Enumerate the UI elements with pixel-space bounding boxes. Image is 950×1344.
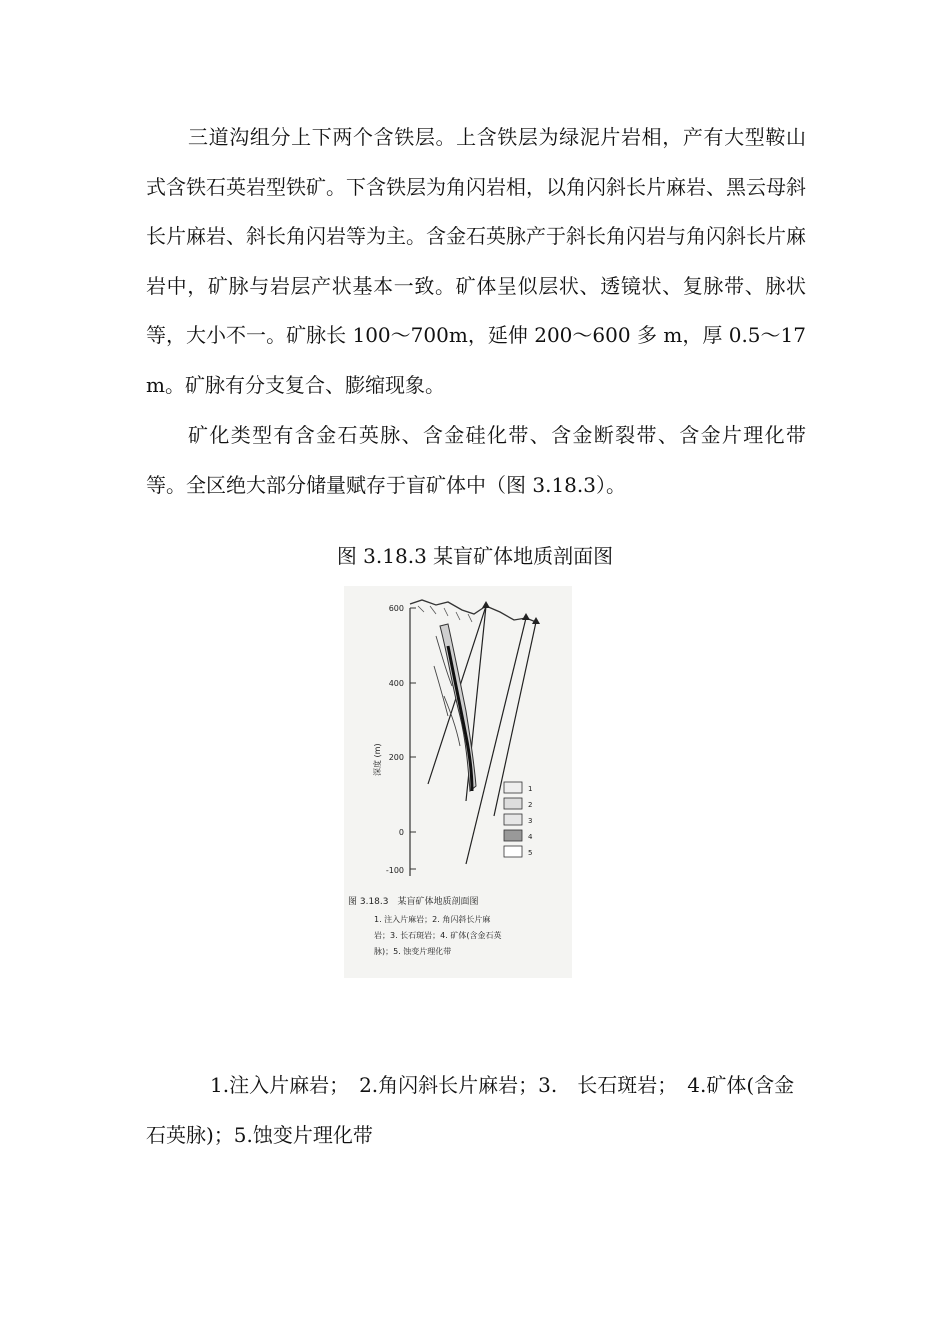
legend [504, 782, 533, 857]
inner-caption-line: 岩；3. 长石斑岩；4. 矿体(含金石英 [374, 931, 502, 940]
geologic-section-figure [344, 586, 572, 978]
legend-number: 4 [528, 833, 533, 841]
tick-label: 200 [388, 753, 404, 762]
paragraph-iron-layers: 三道沟组分上下两个含铁层。上含铁层为绿泥片岩相，产有大型鞍山式含铁石英岩型铁矿。下含铁层为角闪岩相，以角闪斜长片麻岩、黑云母斜长片麻岩、斜长角闪岩等为主。含金石英脉产于斜长角闪岩与角闪斜长片麻岩中，矿脉与岩层产状基本一致。矿体呈似层状、透镜状、复脉带、脉状等，大小不一。矿脉长 100～700m，延伸 200～600 多 m，厚 0.5～17 m。矿脉有分支复合、膨缩现象。 [146, 125, 806, 397]
legend-box [504, 782, 522, 793]
paragraph-mineralization-types: 矿化类型有含金石英脉、含金硅化带、含金断裂带、含金片理化带等。全区绝大部分储量赋存于盲矿体中（图 3.18.3）。 [146, 423, 806, 497]
inner-caption-title: 图 3.18.3 某盲矿体地质剖面图 [348, 897, 479, 907]
tick-label: 600 [388, 604, 404, 613]
legend-number: 3 [528, 817, 533, 825]
legend-box [504, 814, 522, 825]
tick-label: -100 [385, 866, 404, 875]
legend-number: 1 [528, 785, 533, 793]
figure-caption: 图 3.18.3 某盲矿体地质剖面图 [336, 544, 614, 568]
drill-hole [466, 618, 526, 864]
drill-collar [482, 601, 490, 608]
legend-box [504, 830, 522, 841]
inner-caption-line: 脉)；5. 蚀变片理化带 [374, 947, 452, 956]
legend-box [504, 798, 522, 809]
tick-label: 400 [388, 679, 404, 688]
legend-box [504, 846, 522, 857]
depth-ticks [410, 608, 416, 869]
section-diagram [344, 586, 572, 978]
ground-surface [410, 600, 536, 622]
depth-axis-label: 深度 (m) [373, 743, 382, 776]
drill-collar [522, 613, 530, 620]
tick-label: 0 [398, 828, 404, 837]
legend-number: 2 [528, 801, 533, 809]
inner-caption-line: 1. 注入片麻岩；2. 角闪斜长片麻 [374, 915, 491, 924]
surface-hatching [418, 606, 472, 622]
legend-number: 5 [528, 849, 533, 857]
legend-explanation: 1.注入片麻岩； 2.角闪斜长片麻岩；3. 长石斑岩； 4.矿体(含金石英脉)；5.蚀变片理化带 [146, 1073, 795, 1147]
